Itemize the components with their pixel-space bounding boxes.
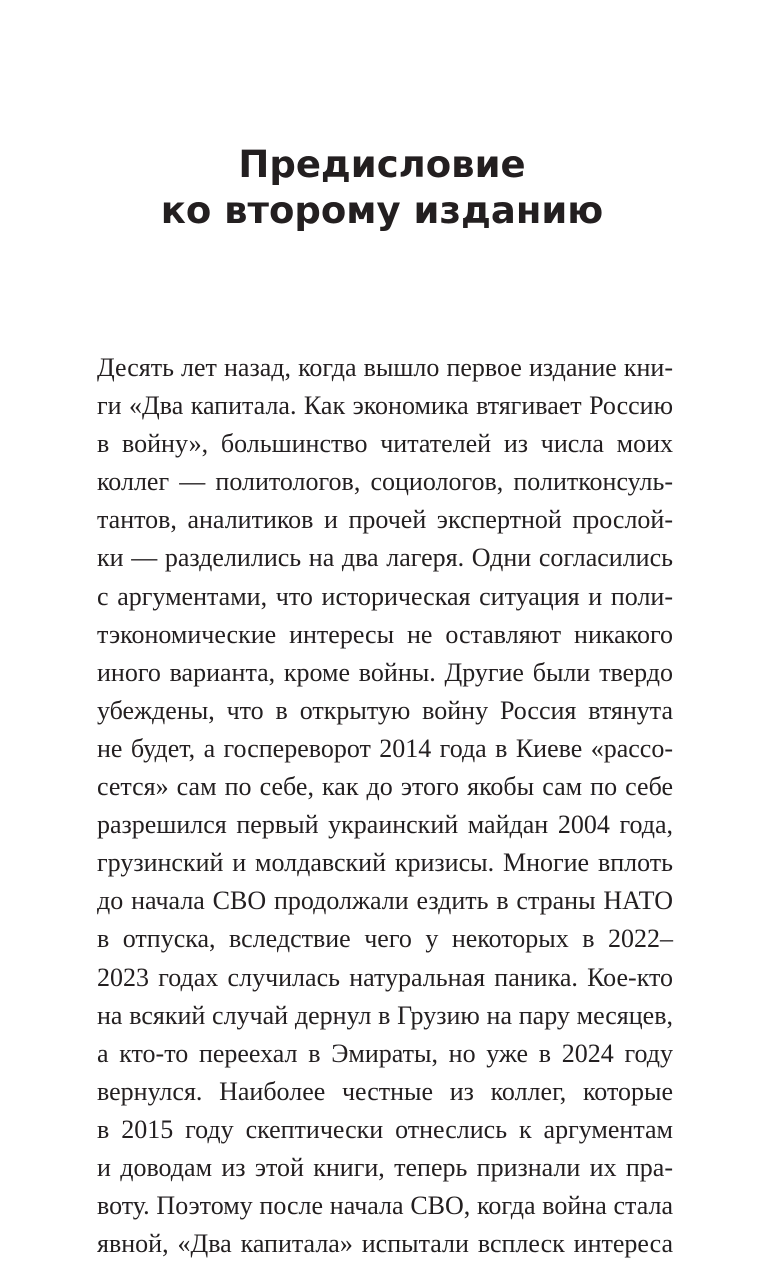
- text-line: тэкономические интересы не оставляют никакого: [97, 619, 673, 649]
- text-line: явной, «Два капитала» испытали всплеск интереса: [97, 1229, 673, 1259]
- text-line: на всякий случай дернул в Грузию на пару месяцев,: [97, 1000, 673, 1030]
- text-line: воту. Поэтому после начала СВО, когда война стала: [97, 1191, 673, 1221]
- chapter-title-line-2: ко второму изданию: [160, 189, 604, 232]
- text-line: в 2015 году скептически отнеслись к аргументам: [97, 1114, 673, 1144]
- text-line: не будет, а госпереворот 2014 года в Киеве «рассо-: [97, 733, 673, 763]
- text-line: убеждены, что в открытую войну Россия втянута: [97, 695, 673, 725]
- text-line: с аргументами, что историческая ситуация и поли-: [97, 581, 673, 611]
- text-line: и доводам из этой книги, теперь признали их пра-: [97, 1152, 673, 1182]
- body-paragraph: [97, 349, 673, 1263]
- chapter-title-line-1: Предисловие: [238, 143, 526, 186]
- text-line: 2023 годах случилась натуральная паника. Кое-кто: [97, 962, 673, 992]
- text-line: а кто-то переехал в Эмираты, но уже в 2024 году: [97, 1038, 673, 1068]
- text-line: иного варианта, кроме войны. Другие были твердо: [97, 657, 673, 687]
- text-line: грузинский и молдавский кризисы. Многие вплоть: [97, 848, 673, 878]
- chapter-title: [0, 142, 764, 234]
- text-line: коллег — политологов, социологов, политконсуль-: [97, 467, 673, 497]
- text-line: тантов, аналитиков и прочей экспертной прослой-: [97, 505, 673, 535]
- text-line: ки — разделились на два лагеря. Одни согласились: [97, 543, 673, 573]
- text-line: в войну», большинство читателей из числа моих: [97, 429, 673, 459]
- text-line: до начала СВО продолжали ездить в страны НАТО: [97, 886, 673, 916]
- text-line: в отпуска, вследствие чего у некоторых в 2022–: [97, 924, 673, 954]
- text-line: вернулся. Наиболее честные из коллег, которые: [97, 1076, 673, 1106]
- text-line: ги «Два капитала. Как экономика втягивает Россию: [97, 391, 673, 421]
- text-line: сется» сам по себе, как до этого якобы сам по себе: [97, 772, 673, 802]
- text-line: Десять лет назад, когда вышло первое издание кни-: [97, 353, 673, 382]
- text-line: разрешился первый украинский майдан 2004 года,: [97, 810, 673, 840]
